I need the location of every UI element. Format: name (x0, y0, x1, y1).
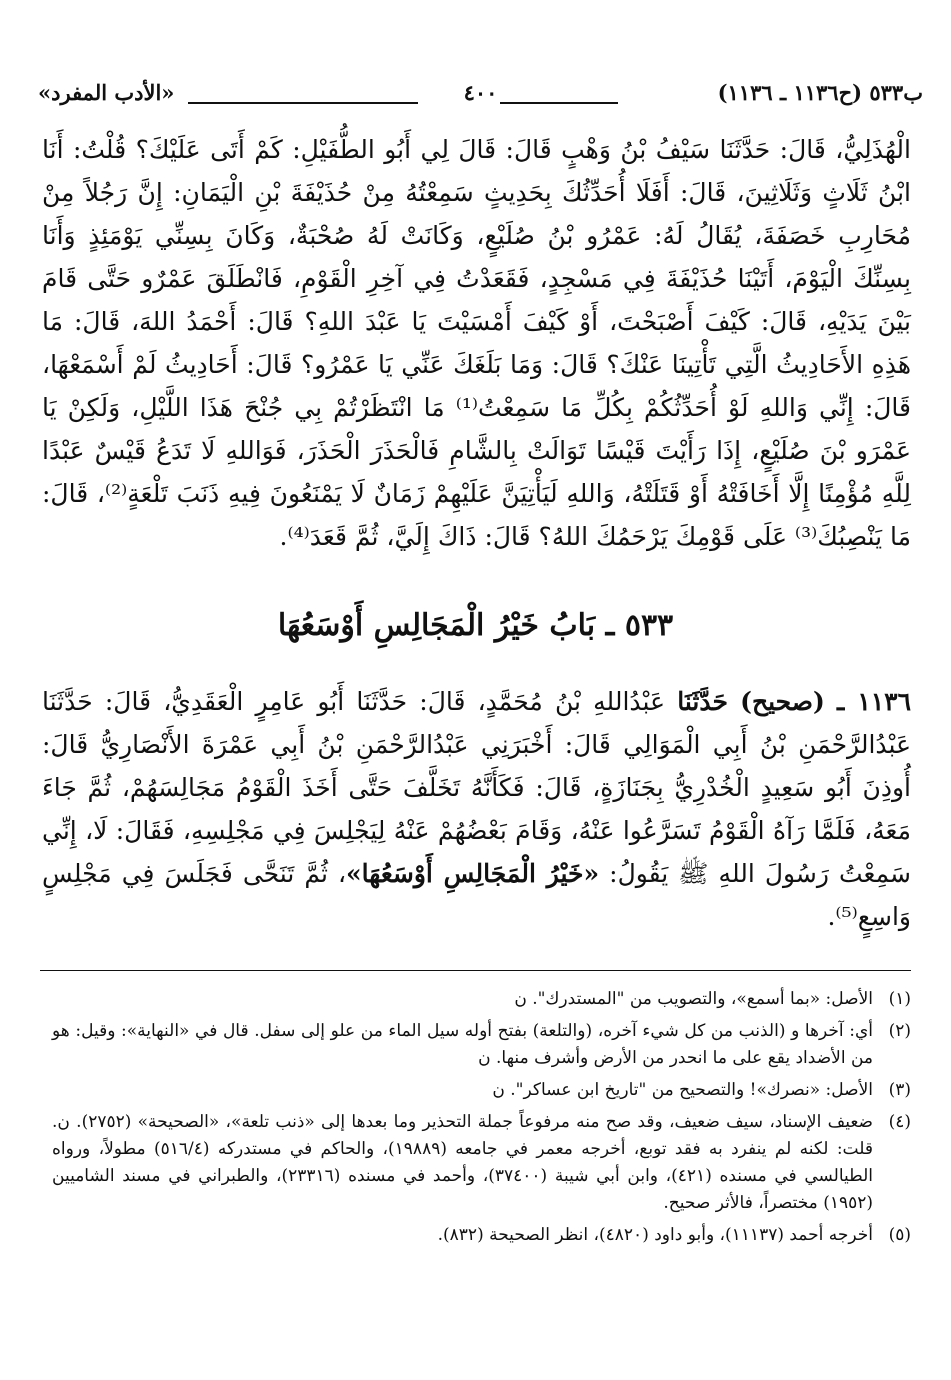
footnote-number: (٣) (888, 1080, 911, 1100)
footnotes (52, 986, 911, 1254)
footnote-text: ضعيف الإسناد، سيف ضعيف، وقد صح منه مرفوعاً جملة التحذير وما بعدها إلى «ذنب تلعة»، «الصحيحة» (٢٧٥٢). ن. قلت: لكنه لم ينفرد به فقد توبع، أخرجه معمر في جامعه (١٩٨٨٩)، والحاكم في مستدركه (٥١٦/٤) مطولاً، ورواه الطيالسي في مسنده (٤٢١)، وابن أبي شيبة (٣٧٤٠٠)، وأحمد في مسنده (٢٣٣١٦)، والطبراني في مسند الشاميين (١٩٥٢) مختصراً، فالأثر صحيح. (52, 1112, 873, 1213)
footnote-text: الأصل: «نصرك»! والتصحيح من "تاريخ ابن عساكر". ن (492, 1080, 873, 1100)
hadith-continuation: الْهُذَلِيُّ، قَالَ: حَدَّثَنَا سَيْفُ بْنُ وَهْبٍ قَالَ: قَالَ لِي أَبُو الطُّفَيْلِ: كَمْ أَتَى عَلَيْكَ؟ قُلْتُ: أَنَا ابْنُ ثَلَاثٍ وَثَلَاثِينَ، قَالَ: أَفَلَا أُحَدِّثُكَ بِحَدِيثٍ سَمِعْتُهُ مِنْ حُذَيْفَةَ بْنِ الْيَمَانِ: إِنَّ رَجُلاً مِنْ مُحَارِبِ خَصَفَةَ، يُقَالُ لَهُ: عَمْرُو بْنُ صُلَيْعٍ، وَكَانَتْ لَهُ صُحْبَةٌ، وَكَانَ بِسِنِّي يَوْمَئِذٍ وَأَنَا بِسِنِّكَ الْيَوْمَ، أَتَيْنَا حُذَيْفَةَ فِي مَسْجِدٍ، فَقَعَدْتُ فِي آخِرِ الْقَوْمِ، فَانْطَلَقَ عَمْرٌو حَتَّى قَامَ بَيْنَ يَدَيْهِ، قَالَ: كَيْفَ أَصْبَحْتَ، أَوْ كَيْفَ أَمْسَيْتَ يَا عَبْدَ اللهِ؟ قَالَ: أَحْمَدُ اللهَ، قَالَ: مَا هَذِهِ الأَحَادِيثُ الَّتِي تَأْتِينَا عَنْكَ؟ قَالَ: وَمَا بَلَغَكَ عَنِّي يَا عَمْرُو؟ قَالَ: أَحَادِيثُ لَمْ أَسْمَعْهَا، قَالَ: إِنِّي وَاللهِ لَوْ أُحَدِّثُكُمْ بِكُلِّ مَا سَمِعْتُ⁽¹⁾ مَا انْتَظَرْتُمْ بِي جُنْحَ هَذَا اللَّيْلِ، وَلَكِنْ يَا عَمْرَو بْنَ صُلَيْعٍ، إِذَا رَأَيْتَ قَيْسًا تَوَالَتْ بِالشَّامِ فَالْحَذَرَ الْحَذَرَ، فَوَاللهِ لَا تَدَعُ قَيْسٌ عَبْدًا لِلَّهِ مُؤْمِنًا إِلَّا أَخَافَتْهُ أَوْ قَتَلَتْهُ، وَاللهِ لَيَأْتِيَنَّ عَلَيْهِمْ زَمَانٌ لَا يَمْنَعُونَ فِيهِ ذَنَبَ تَلْعَةٍ⁽²⁾، قَالَ: مَا يَنْصِبُكَ⁽³⁾ عَلَى قَوْمِكَ يَرْحَمُكَ اللهُ؟ قَالَ: ذَاكَ إِلَيَّ، ثُمَّ قَعَدَ⁽⁴⁾. (42, 135, 911, 551)
hadith-text-a: عَبْدُاللهِ بْنُ مُحَمَّدٍ، قَالَ: حَدَّثَنَا أَبُو عَامِرٍ الْعَقَدِيُّ، قَالَ: حَدَّثَنَا عَبْدُالرَّحْمَنِ بْنُ أَبِي الْمَوَالِي قَالَ: أَخْبَرَنِي عَبْدُالرَّحْمَنِ بْنُ أَبِي عَمْرَةَ الأَنْصَارِيُّ قَالَ: أُوذِنَ أَبُو سَعِيدٍ الْخُدْرِيُّ بِجَنَازَةٍ، قَالَ: فَكَأَنَّهُ تَخَلَّفَ حَتَّى أَخَذَ الْقَوْمُ مَجَالِسَهُمْ، ثُمَّ جَاءَ مَعَهُ، فَلَمَّا رَآهُ الْقَوْمُ تَسَرَّعُوا عَنْهُ، وَقَامَ بَعْضُهُمْ عَنْهُ لِيَجْلِسَ فِي مَجْلِسِهِ، فَقَالَ: لَا، إِنِّي سَمِعْتُ رَسُولَ اللهِ ﷺ يَقُولُ: (42, 687, 911, 888)
running-header (38, 80, 923, 114)
hadith-text-b: ، ثُمَّ تَنَحَّى فَجَلَسَ فِي مَجْلِسٍ وَاسِعٍ⁽⁵⁾. (42, 859, 911, 931)
footnote-divider (40, 970, 911, 971)
prophetic-quote: «خَيْرُ الْمَجَالِسِ أَوْسَعُهَا» (346, 859, 600, 888)
hadith-number: ١١٣٦ ـ (837, 687, 912, 716)
chapter-title: ٥٣٣ ـ بَابُ خَيْرُ الْمَجَالِسِ أَوْسَعُهَا (277, 608, 674, 643)
footnote-number: (٤) (888, 1112, 911, 1132)
footnote-text: الأصل: «بما أسمع»، والتصويب من "المستدرك". ن (514, 989, 873, 1009)
page-number: ٤٠٠ (463, 80, 498, 105)
hadith-1136 (42, 680, 911, 938)
header-rule-left (188, 102, 418, 104)
footnote-text: أخرجه أحمد (١١١٣٧)، وأبو داود (٤٨٢٠)، انظر الصحيحة (٨٣٢). (437, 1225, 873, 1245)
footnote (52, 986, 911, 1013)
header-chapter-ref: ب٥٣٣ (ح١١٣٦ ـ ١١٣٦) (717, 80, 923, 105)
footnote (52, 1077, 911, 1104)
footnote (52, 1222, 911, 1249)
footnote-number: (٥) (888, 1225, 911, 1245)
footnote-number: (١) (888, 989, 911, 1009)
haddathana-word: حَدَّثَنَا (677, 687, 728, 716)
footnote (52, 1018, 911, 1072)
footnote-text: أي: آخرها و (الذنب من كل شيء آخره، (والتلعة) بفتح أوله سيل الماء من علو إلى سفل. قال في «النهاية»: وقيل: هو من الأضداد يقع على ما انحدر من الأرض وأشرف منها. ن (52, 1021, 873, 1068)
footnote (52, 1109, 911, 1217)
footnote-number: (٢) (888, 1021, 911, 1041)
hadith-grade: (صحيح) (740, 687, 825, 716)
header-book-title: «الأدب المفرد» (38, 80, 175, 105)
